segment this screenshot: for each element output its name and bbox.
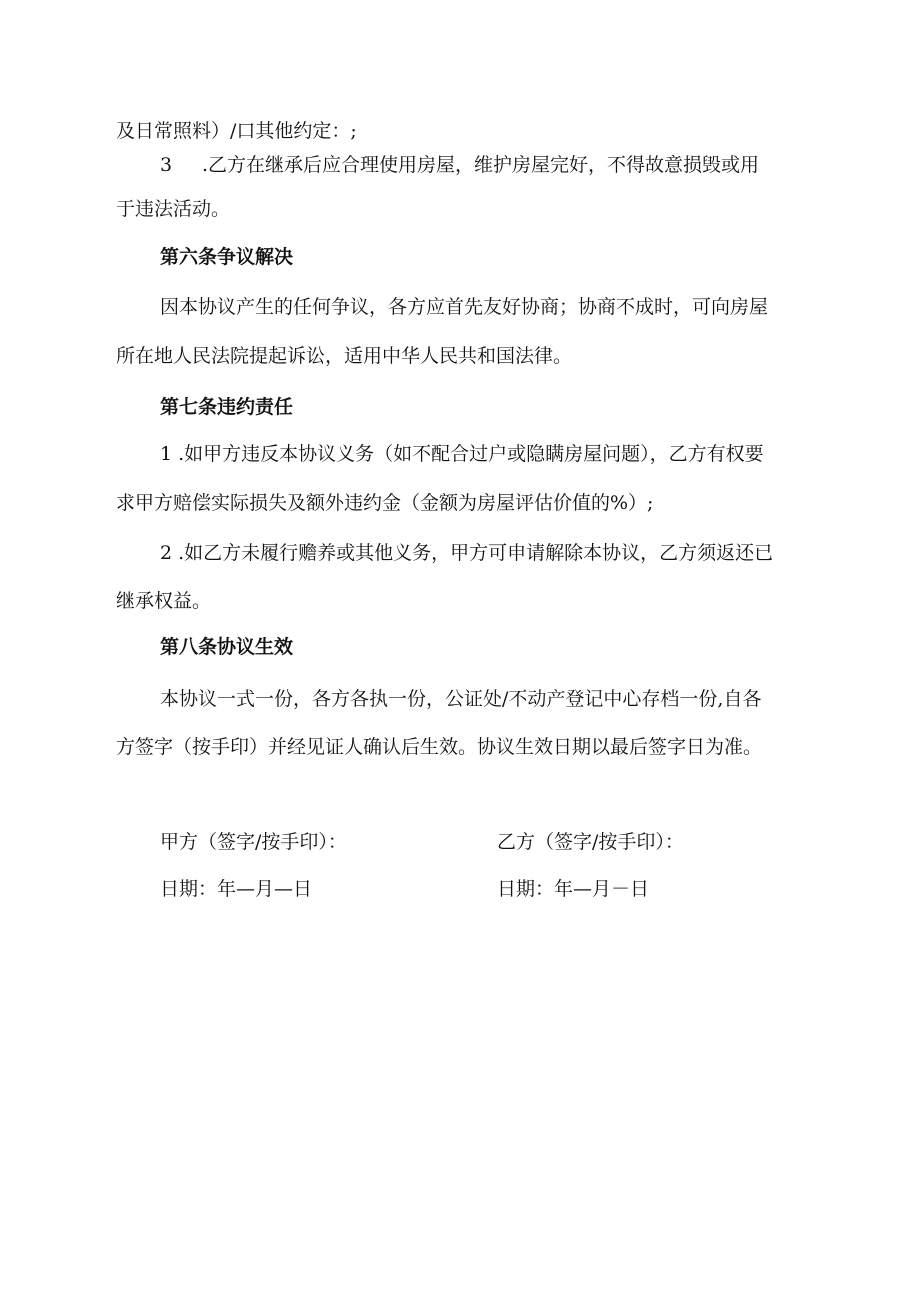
clause-text: .乙方在继承后应合理使用房屋，维护房屋完好，不得故意损毁或用 xyxy=(202,154,760,176)
article-7-heading: 第七条违约责任 xyxy=(160,396,294,418)
article-8-heading: 第八条协议生效 xyxy=(160,636,294,658)
article-6-line-1: 因本协议产生的任何争议，各方应首先友好协商；协商不成时，可向房屋 xyxy=(160,296,769,318)
article-6-line-2: 所在地人民法院提起诉讼，适用中华人民共和国法律。 xyxy=(116,345,573,367)
article-8-line-2: 方签字（按手印）并经见证人确认后生效。协议生效日期以最后签字日为准。 xyxy=(116,736,763,758)
party-a-signature-label: 甲方（签字/按手印）： xyxy=(160,831,347,853)
party-a-date-label: 日期：年—月—日 xyxy=(160,878,313,900)
article-7-item-1-line-1: 1 .如甲方违反本协议义务（如不配合过户或隐瞒房屋问题），乙方有权要 xyxy=(160,443,764,465)
paragraph-line: 及日常照料）/口其他约定：; xyxy=(116,120,357,142)
article-7-item-2-line-1: 2 .如乙方未履行赡养或其他义务，甲方可申请解除本协议，乙方须返还已 xyxy=(160,542,774,564)
article-8-line-1: 本协议一式一份，各方各执一份，公证处/不动产登记中心存档一份,自各 xyxy=(160,688,762,710)
party-b-signature-label: 乙方（签字/按手印）： xyxy=(497,831,684,853)
clause-3-line-2: 于违法活动。 xyxy=(116,198,231,220)
article-7-item-2-line-2: 继承权益。 xyxy=(116,590,212,612)
clause-3-line-1 xyxy=(160,152,860,178)
clause-number: 3 xyxy=(160,154,173,176)
party-b-date-label: 日期：年—月－日 xyxy=(497,878,650,900)
article-7-item-1-line-2: 求甲方赔偿实际损失及额外违约金（金额为房屋评估价值的%）; xyxy=(116,492,654,514)
article-6-heading: 第六条争议解决 xyxy=(160,246,294,268)
